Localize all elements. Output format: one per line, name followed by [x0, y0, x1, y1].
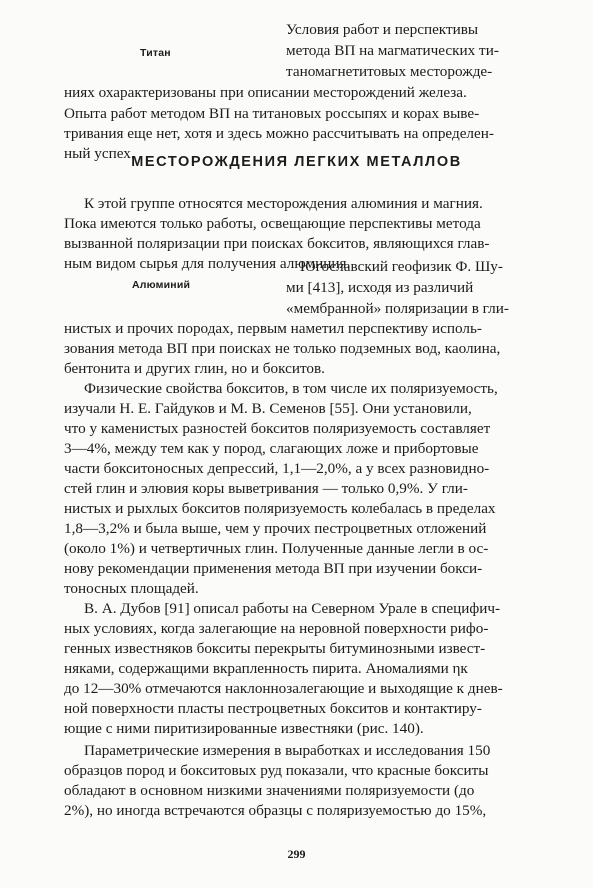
- text-line: генных известняков бокситы перекрыты битуминозными извест-: [64, 640, 486, 657]
- text-line: ющие с ними пиритизированные известняки (рис. 140).: [64, 720, 424, 737]
- text-line: ной поверхности пласты пестроцветных бокситов и контактиру-: [64, 700, 482, 717]
- page-number: 299: [287, 847, 306, 861]
- text-line: нову рекомендации применения метода ВП при изучении бокси-: [64, 560, 483, 577]
- text-line: Югославский геофизик Ф. Шу-: [300, 258, 503, 275]
- text-line: Физические свойства бокситов, в том числе их поляризуемость,: [84, 380, 498, 397]
- text-line: нистых и рыхлых бокситов поляризуемость колебалась в пределах: [64, 500, 496, 517]
- side-label-titan: Титан: [140, 47, 171, 59]
- text-line: что у каменистых разностей бокситов поляризуемость составляет: [64, 420, 491, 437]
- text-line: изучали Н. Е. Гайдуков и М. В. Семенов [55]. Они установили,: [64, 400, 472, 417]
- text-line: «мембранной» поляризации в гли-: [286, 300, 509, 317]
- text-line: ный успех.: [64, 145, 135, 162]
- text-line: бентонита и других глин, но и бокситов.: [64, 360, 325, 377]
- section-heading: МЕСТОРОЖДЕНИЯ ЛЕГКИХ МЕТАЛЛОВ: [131, 154, 462, 170]
- text-line: Опыта работ методом ВП на титановых россыпях и корах выве-: [64, 105, 480, 122]
- text-line: няками, содержащими вкрапленность пирита. Аномалиями ηк: [64, 660, 468, 677]
- side-label-aluminium: Алюминий: [132, 279, 191, 291]
- text-line: до 12—30% отмечаются наклоннозалегающие и выходящие к днев-: [64, 680, 503, 697]
- text-line: ным видом сырья для получения алюминия.: [64, 255, 351, 272]
- text-line: К этой группе относятся месторождения алюминия и магния.: [84, 195, 483, 212]
- text-line: таномагнетитовых месторожде-: [286, 63, 493, 80]
- text-line: 2%), но иногда встречаются образцы с поляризуемостью до 15%,: [64, 802, 487, 819]
- text-line: метода ВП на магматических ти-: [286, 42, 499, 59]
- text-line: В. А. Дубов [91] описал работы на Северном Урале в специфич-: [84, 600, 501, 617]
- text-line: части бокситоносных депрессий, 1,1—2,0%, а у всех разновидно-: [64, 460, 490, 477]
- text-line: стей глин и элювия коры выветривания — только 0,9%. У гли-: [64, 480, 468, 497]
- text-line: зования метода ВП при поисках не только подземных вод, каолина,: [64, 340, 501, 357]
- text-line: ных условиях, когда залегающие на неровной поверхности рифо-: [64, 620, 489, 637]
- text-line: Параметрические измерения в выработках и исследования 150: [84, 742, 491, 759]
- text-line: (около 1%) и четвертичных глин. Полученные данные легли в ос-: [64, 540, 489, 557]
- text-line: обладают в основном низкими значениями поляризуемости (до: [64, 782, 475, 799]
- text-line: Пока имеются только работы, освещающие перспективы метода: [64, 215, 481, 232]
- text-line: тоносных площадей.: [64, 580, 199, 597]
- text-line: образцов пород и бокситовых руд показали, что красные бокситы: [64, 762, 489, 779]
- text-line: Условия работ и перспективы: [286, 21, 479, 38]
- text-line: тривания еще нет, хотя и здесь можно рассчитывать на определен-: [64, 125, 494, 142]
- text-line: ми [413], исходя из различий: [286, 279, 474, 296]
- text-line: вызванной поляризации при поисках бокситов, являющихся глав-: [64, 235, 490, 252]
- text-line: нистых и прочих породах, первым наметил перспективу исполь-: [64, 320, 482, 337]
- text-line: 3—4%, между тем как у пород, слагающих ложе и прибортовые: [64, 440, 479, 457]
- text-line: ниях охарактеризованы при описании месторождений железа.: [64, 84, 467, 101]
- text-line: 1,8—3,2% и была выше, чем у прочих пестроцветных отложений: [64, 520, 487, 537]
